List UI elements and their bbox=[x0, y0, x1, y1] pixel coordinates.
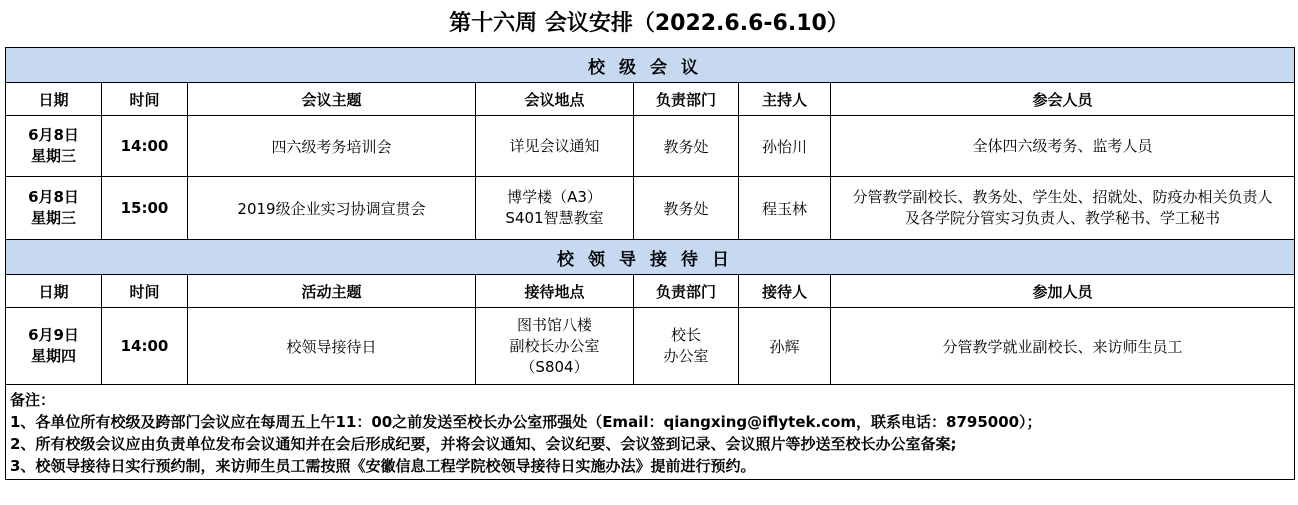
date-cell bbox=[6, 308, 102, 385]
col-header-location: 接待地点 bbox=[476, 275, 634, 308]
location-cell bbox=[476, 116, 634, 177]
attendees-cell: 分管教学就业副校长、来访师生员工 bbox=[831, 308, 1295, 385]
col-header-host: 主持人 bbox=[739, 83, 831, 116]
topic-cell: 校领导接待日 bbox=[188, 308, 476, 385]
section-heading-row bbox=[6, 240, 1295, 275]
col-header-date: 日期 bbox=[6, 275, 102, 308]
section-heading-leader-reception: 校领导接待日 bbox=[6, 240, 1295, 275]
date-cell bbox=[6, 177, 102, 240]
attendees-line: 全体四六级考务、监考人员 bbox=[972, 136, 1153, 155]
attendees-line: 及各学院分管实习负责人、教学秘书、学工秘书 bbox=[905, 209, 1221, 227]
host-cell: 孙怡川 bbox=[739, 116, 831, 177]
table-row bbox=[6, 116, 1295, 177]
section-heading-school-meetings: 校级会议 bbox=[6, 48, 1295, 83]
date-day: 6月8日 bbox=[28, 188, 79, 206]
topic-cell: 四六级考务培训会 bbox=[188, 116, 476, 177]
schedule-table bbox=[5, 47, 1295, 480]
note-line-2: 2、所有校级会议应由负责单位发布会议通知并在会后形成纪要，并将会议通知、会议纪要、会议签到记录、会议照片等抄送至校长办公室备案; bbox=[10, 435, 957, 453]
notes-cell bbox=[6, 385, 1295, 480]
date-cell bbox=[6, 116, 102, 177]
notes-label: 备注： bbox=[10, 391, 56, 409]
col-header-topic: 活动主题 bbox=[188, 275, 476, 308]
col-header-time: 时间 bbox=[102, 83, 188, 116]
location-line: 博学楼（A3） bbox=[507, 188, 602, 206]
location-cell bbox=[476, 308, 634, 385]
table-row bbox=[6, 177, 1295, 240]
date-weekday: 星期四 bbox=[30, 347, 76, 365]
location-line: 副校长办公室 bbox=[509, 336, 600, 355]
dept-line: 办公室 bbox=[663, 347, 709, 365]
time-cell: 15:00 bbox=[102, 177, 188, 240]
topic-cell: 2019级企业实习协调宣贯会 bbox=[188, 177, 476, 240]
col-header-attendees: 参会人员 bbox=[831, 83, 1295, 116]
time-cell: 14:00 bbox=[102, 116, 188, 177]
col-header-time: 时间 bbox=[102, 275, 188, 308]
dept-cell: 教务处 bbox=[634, 177, 739, 240]
time-cell: 14:00 bbox=[102, 308, 188, 385]
date-weekday: 星期三 bbox=[30, 209, 76, 227]
location-cell bbox=[476, 177, 634, 240]
date-weekday: 星期三 bbox=[30, 147, 76, 165]
note-line-1: 1、各单位所有校级及跨部门会议应在每周五上午11：00之前发送至校长办公室邢强处（Email：qiangxing@iflytek.com，联系电话：8795000）； bbox=[10, 413, 1042, 431]
host-cell: 孙辉 bbox=[739, 308, 831, 385]
attendees-line: 分管教学副校长、教务处、学生处、招就处、防疫办相关负责人 bbox=[852, 188, 1273, 206]
table-row bbox=[6, 308, 1295, 385]
dept-line: 校长 bbox=[670, 326, 701, 344]
date-day: 6月9日 bbox=[28, 326, 79, 344]
location-line: S401智慧教室 bbox=[505, 209, 604, 227]
host-cell: 程玉林 bbox=[739, 177, 831, 240]
note-line-3: 3、校领导接待日实行预约制，来访师生员工需按照《安徽信息工程学院校领导接待日实施办法》提前进行预约。 bbox=[10, 457, 756, 475]
page-title: 第十六周 会议安排（2022.6.6-6.10） bbox=[449, 11, 849, 36]
column-header-row bbox=[6, 275, 1295, 308]
col-header-attendees: 参加人员 bbox=[831, 275, 1295, 308]
col-header-host: 接待人 bbox=[739, 275, 831, 308]
attendees-cell bbox=[831, 116, 1295, 177]
attendees-cell bbox=[831, 177, 1295, 240]
location-line: （S804） bbox=[520, 357, 589, 376]
dept-cell: 教务处 bbox=[634, 116, 739, 177]
location-line: 图书馆八楼 bbox=[516, 315, 592, 334]
column-header-row bbox=[6, 83, 1295, 116]
dept-cell bbox=[634, 308, 739, 385]
col-header-dept: 负责部门 bbox=[634, 275, 739, 308]
section-heading-row bbox=[6, 48, 1295, 83]
col-header-dept: 负责部门 bbox=[634, 83, 739, 116]
col-header-location: 会议地点 bbox=[476, 83, 634, 116]
notes-row bbox=[6, 385, 1295, 480]
col-header-date: 日期 bbox=[6, 83, 102, 116]
date-day: 6月8日 bbox=[28, 126, 79, 144]
col-header-topic: 会议主题 bbox=[188, 83, 476, 116]
location-line: 详见会议通知 bbox=[509, 136, 600, 155]
